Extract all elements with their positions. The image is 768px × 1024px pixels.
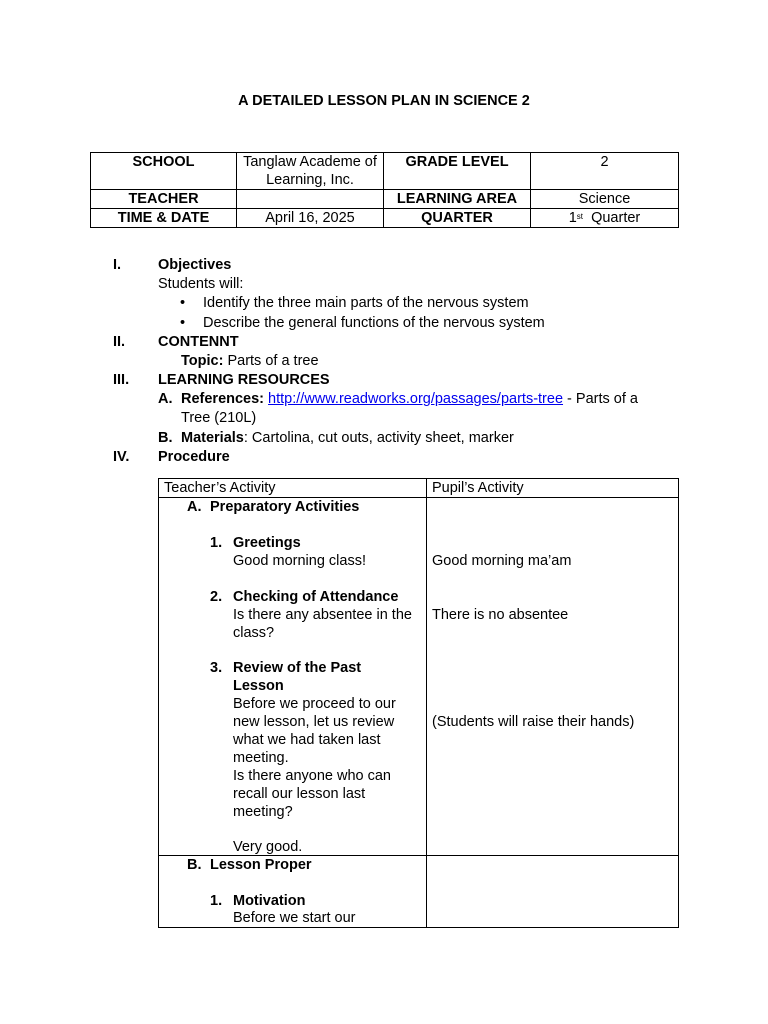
motivation-heading: Motivation bbox=[233, 893, 306, 909]
bullet-icon: • bbox=[180, 295, 186, 311]
teacher-value bbox=[237, 190, 384, 209]
section-number: II. bbox=[113, 334, 126, 350]
lesson-proper-pupil-cell bbox=[427, 856, 679, 928]
info-table bbox=[90, 152, 679, 228]
attendance-heading: Checking of Attendance bbox=[233, 589, 399, 605]
section-number: I. bbox=[113, 257, 122, 273]
section-number: III. bbox=[113, 372, 130, 388]
review-text: Before we proceed to our new lesson, let us review what we had taken last meeting. bbox=[233, 696, 396, 766]
procedure-table bbox=[158, 478, 679, 928]
school-label: SCHOOL bbox=[91, 153, 237, 190]
quarter-word: Quarter bbox=[591, 210, 641, 226]
time-date-label: TIME & DATE bbox=[91, 209, 237, 228]
review-question: Is there anyone who can recall our lesson last meeting? bbox=[233, 768, 391, 820]
section-heading: CONTENNT bbox=[158, 334, 239, 350]
materials-label: Materials bbox=[181, 430, 244, 446]
attendance-response: There is no absentee bbox=[432, 607, 569, 623]
quarter-ordinal: st bbox=[576, 212, 584, 221]
review-heading: Review of the Past Lesson bbox=[233, 660, 362, 694]
quarter-label: QUARTER bbox=[384, 209, 531, 228]
materials-value: : Cartolina, cut outs, activity sheet, marker bbox=[243, 430, 514, 446]
preparatory-teacher-cell: A. Preparatory Activities 1. Greetings Good morning class! 2. Checking of Attendance Is there any absentee in the class? 3. Review of the Past Lesson Before we proceed to our new lesson, let us review what we had taken last meeting. Is there anyone who can recall our lesson last meeting? Very good. bbox=[159, 498, 427, 856]
motivation-text: Before we start our bbox=[233, 910, 356, 926]
lesson-proper-teacher-cell: B. Lesson Proper 1. Motivation Before we start our bbox=[159, 856, 427, 928]
grade-level-label: GRADE LEVEL bbox=[384, 153, 531, 190]
learning-area-value: Science bbox=[531, 190, 679, 209]
quarter-value bbox=[531, 209, 679, 228]
pupil-activity-header: Pupil’s Activity bbox=[427, 479, 679, 498]
attendance-text: Is there any absentee in the class? bbox=[233, 607, 412, 641]
section-heading: Objectives bbox=[158, 257, 232, 273]
school-value: Tanglaw Academe of Learning, Inc. bbox=[237, 153, 384, 190]
teacher-activity-header: Teacher’s Activity bbox=[159, 479, 427, 498]
grade-level-value: 2 bbox=[531, 153, 679, 190]
references-link[interactable]: http://www.readworks.org/passages/parts-tree bbox=[268, 391, 564, 407]
learning-area-label: LEARNING AREA bbox=[384, 190, 531, 209]
references-label: References: bbox=[181, 391, 265, 407]
quarter-number: 1 bbox=[568, 210, 577, 226]
bullet-icon: • bbox=[180, 315, 186, 331]
review-response: (Students will raise their hands) bbox=[432, 714, 635, 730]
greetings-text: Good morning class! bbox=[233, 553, 366, 569]
topic-label: Topic: bbox=[181, 353, 224, 369]
preparatory-heading: Preparatory Activities bbox=[210, 499, 360, 515]
section-number: IV. bbox=[113, 449, 130, 465]
greetings-heading: Greetings bbox=[233, 535, 301, 551]
teacher-label: TEACHER bbox=[91, 190, 237, 209]
lesson-proper-heading: Lesson Proper bbox=[210, 857, 312, 873]
section-heading: Procedure bbox=[158, 449, 230, 465]
greetings-response: Good morning ma’am bbox=[432, 553, 572, 569]
time-date-value: April 16, 2025 bbox=[237, 209, 384, 228]
section-heading: LEARNING RESOURCES bbox=[158, 372, 330, 388]
preparatory-pupil-cell bbox=[427, 498, 679, 856]
references-continuation: Tree (210L) bbox=[181, 410, 257, 426]
review-praise: Very good. bbox=[233, 839, 303, 855]
topic-value: Parts of a tree bbox=[227, 353, 319, 369]
document-title: A DETAILED LESSON PLAN IN SCIENCE 2 bbox=[238, 93, 530, 109]
objectives-intro: Students will: bbox=[158, 276, 244, 292]
